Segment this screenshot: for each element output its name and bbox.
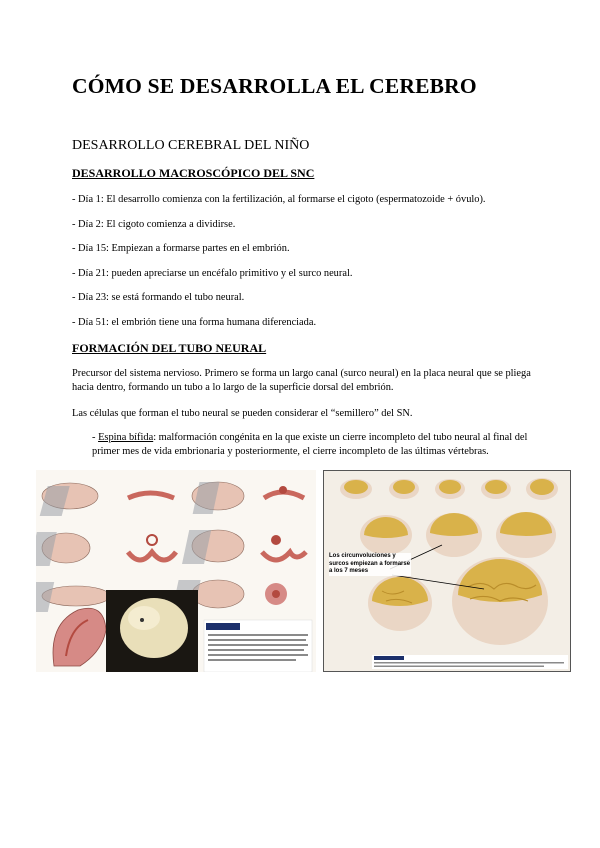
figure-neural-tube-formation: [36, 470, 316, 672]
embryo-photo: [106, 590, 198, 672]
figure-callout-label: Los circunvoluciones y surcos empiezan a formarse a los 7 meses: [329, 553, 411, 574]
list-item-day-23: - Día 23: se está formando el tubo neural.: [72, 292, 245, 303]
spina-bifida-text: : malformación congénita en la que existe un cierre incompleto del tubo neural al final del primer mes de vida embrionaria y posteriormente, el cierre incompleto de las últimas vértebras.: [92, 432, 528, 457]
neural-tube-illustration: [36, 470, 316, 672]
section-subtitle: DESARROLLO CEREBRAL DEL NIÑO: [72, 138, 310, 153]
figure-caption-strip: [372, 655, 568, 669]
bullet-prefix: -: [92, 432, 99, 443]
paragraph-precursor: Precursor del sistema nervioso. Primero se forma un largo canal (surco neural) en la placa neural que se pliega hacia dentro, formando un tubo a lo largo de la superficie dorsal del embrión.: [72, 368, 531, 393]
page-title: CÓMO SE DESARROLLA EL CEREBRO: [72, 74, 477, 98]
bullet-spina-bifida: [92, 431, 540, 459]
figure-brain-development: [323, 470, 571, 672]
figure-caption-box: [204, 620, 312, 672]
fetal-brain-row-middle: [360, 512, 556, 558]
list-item-day-1: - Día 1: El desarrollo comienza con la fertilización, al formarse el cigoto (espermatozoide + óvulo).: [72, 194, 486, 205]
list-item-day-15: - Día 15: Empiezan a formarse partes en el embrión.: [72, 243, 290, 254]
list-item-day-2: - Día 2: El cigoto comienza a dividirse.: [72, 219, 236, 230]
paragraph-seedbed: Las células que forman el tubo neural se pueden considerar el “semillero” del SN.: [72, 408, 413, 419]
list-item-day-51: - Día 51: el embrión tiene una forma humana diferenciada.: [72, 317, 317, 328]
heading-neural-tube: FORMACIÓN DEL TUBO NEURAL: [72, 341, 267, 355]
spina-bifida-term: Espina bífida: [98, 432, 154, 443]
list-item-day-21: - Día 21: pueden apreciarse un encéfalo primitivo y el surco neural.: [72, 268, 353, 279]
heading-macroscopic: DESARROLLO MACROSCÓPICO DEL SNC: [72, 166, 315, 180]
